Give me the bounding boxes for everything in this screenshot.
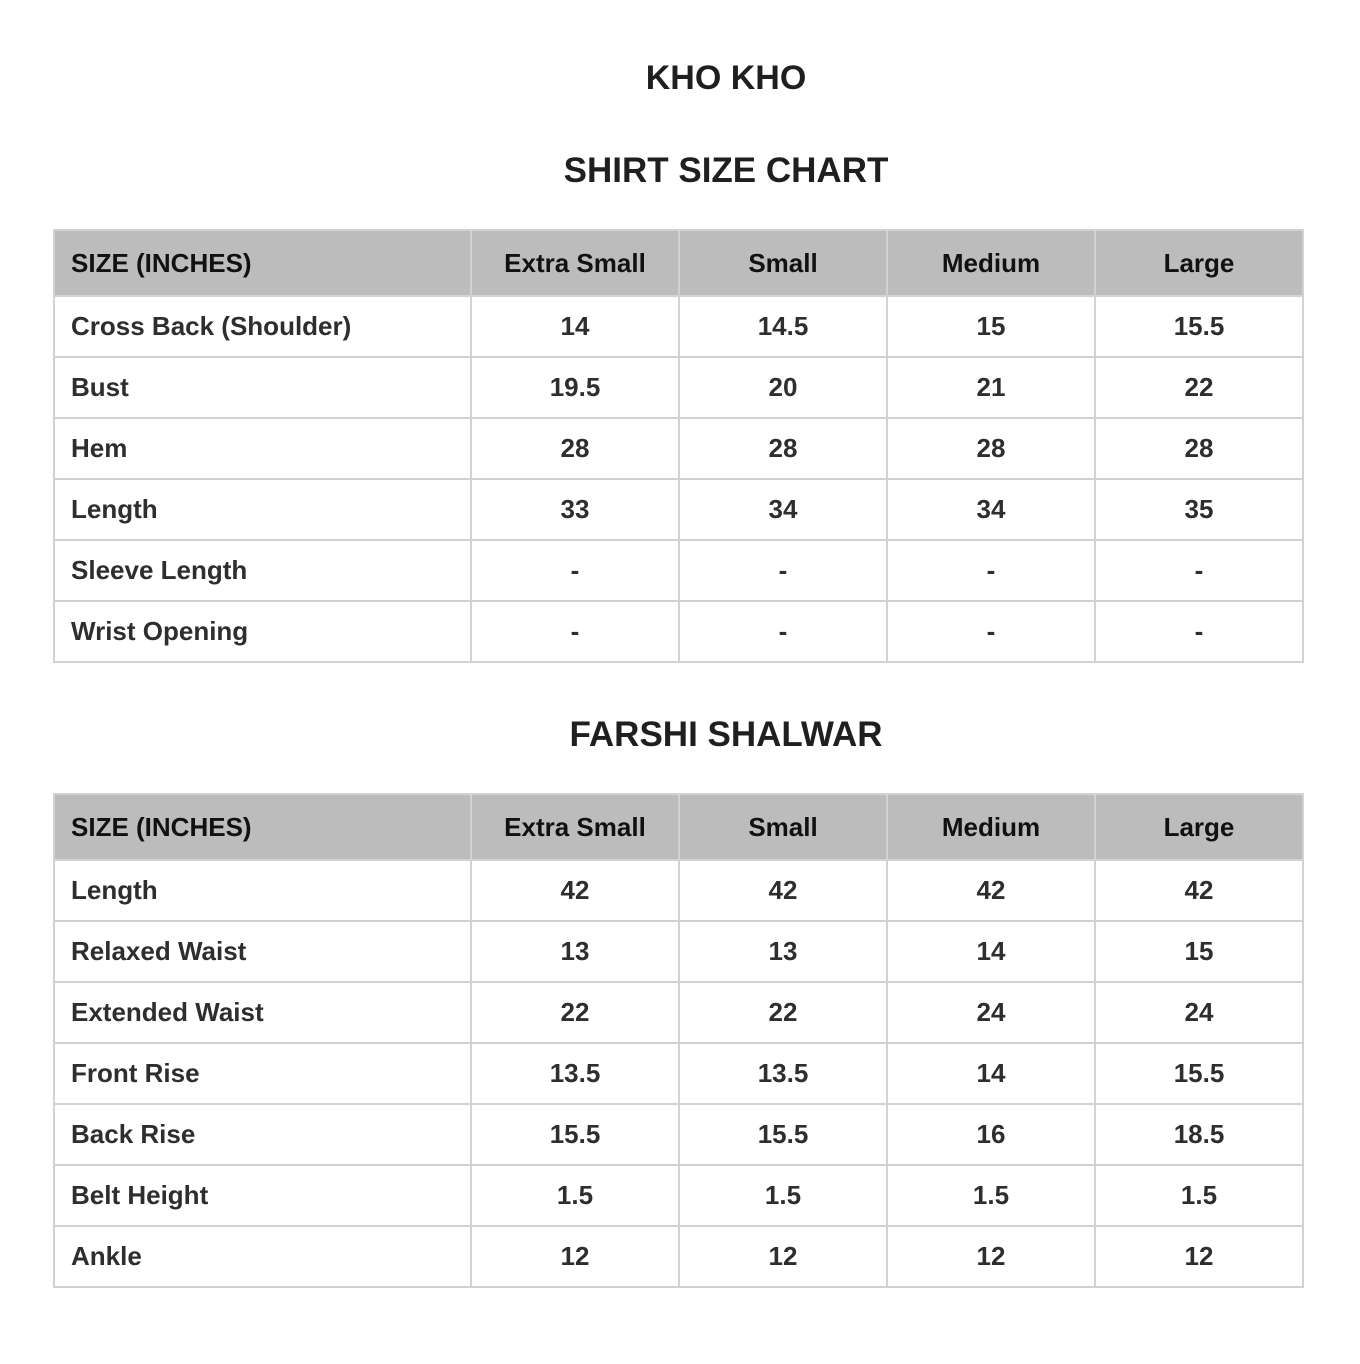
shirt-table-header (54, 230, 1303, 296)
measurement-value: 12 (679, 1226, 887, 1287)
measurement-value: - (679, 540, 887, 601)
column-header-small: Small (679, 230, 887, 296)
measurement-value: 24 (887, 982, 1095, 1043)
measurement-value: 15.5 (471, 1104, 679, 1165)
measurement-value: - (471, 540, 679, 601)
table-row (54, 540, 1303, 601)
table-row (54, 479, 1303, 540)
measurement-value: - (679, 601, 887, 662)
column-header-large: Large (1095, 230, 1303, 296)
measurement-value: 19.5 (471, 357, 679, 418)
measurement-label: Extended Waist (54, 982, 471, 1043)
measurement-value: 33 (471, 479, 679, 540)
measurement-label: Length (54, 860, 471, 921)
measurement-value: 28 (1095, 418, 1303, 479)
measurement-value: 21 (887, 357, 1095, 418)
measurement-value: 15.5 (679, 1104, 887, 1165)
table-row (54, 1104, 1303, 1165)
measurement-value: 22 (679, 982, 887, 1043)
table-row (54, 418, 1303, 479)
measurement-value: 12 (887, 1226, 1095, 1287)
measurement-value: 22 (1095, 357, 1303, 418)
measurement-label: Bust (54, 357, 471, 418)
table-row (54, 601, 1303, 662)
measurement-value: 28 (887, 418, 1095, 479)
column-header-large: Large (1095, 794, 1303, 860)
table-row (54, 1226, 1303, 1287)
measurement-value: 34 (679, 479, 887, 540)
measurement-value: 15.5 (1095, 296, 1303, 357)
table-row (54, 357, 1303, 418)
measurement-value: 1.5 (887, 1165, 1095, 1226)
measurement-label: Belt Height (54, 1165, 471, 1226)
measurement-value: 15 (1095, 921, 1303, 982)
header-row (54, 794, 1303, 860)
shirt-size-table (53, 229, 1304, 663)
measurement-value: 22 (471, 982, 679, 1043)
column-header-size: SIZE (INCHES) (54, 230, 471, 296)
table-row (54, 982, 1303, 1043)
measurement-value: 14.5 (679, 296, 887, 357)
column-header-extra-small: Extra Small (471, 230, 679, 296)
measurement-value: 28 (471, 418, 679, 479)
measurement-value: 42 (1095, 860, 1303, 921)
measurement-value: - (1095, 601, 1303, 662)
shirt-table-body (54, 296, 1303, 662)
measurement-value: 14 (887, 1043, 1095, 1104)
measurement-value: 13 (471, 921, 679, 982)
measurement-value: 15 (887, 296, 1095, 357)
column-header-size: SIZE (INCHES) (54, 794, 471, 860)
measurement-value: 42 (471, 860, 679, 921)
measurement-value: 16 (887, 1104, 1095, 1165)
measurement-value: 35 (1095, 479, 1303, 540)
column-header-small: Small (679, 794, 887, 860)
shalwar-size-table (53, 793, 1304, 1288)
brand-title: KHO KHO (645, 59, 807, 97)
column-header-medium: Medium (887, 794, 1095, 860)
measurement-label: Back Rise (54, 1104, 471, 1165)
measurement-value: 14 (471, 296, 679, 357)
farshi-shalwar-title: FARSHI SHALWAR (569, 715, 883, 754)
shalwar-table-body (54, 860, 1303, 1287)
table-row (54, 1165, 1303, 1226)
measurement-label: Cross Back (Shoulder) (54, 296, 471, 357)
measurement-label: Front Rise (54, 1043, 471, 1104)
measurement-value: 42 (679, 860, 887, 921)
measurement-value: - (887, 601, 1095, 662)
measurement-value: 12 (471, 1226, 679, 1287)
shirt-size-chart-title: SHIRT SIZE CHART (563, 151, 889, 190)
table-row (54, 921, 1303, 982)
measurement-value: 24 (1095, 982, 1303, 1043)
measurement-value: 13.5 (471, 1043, 679, 1104)
table-row (54, 860, 1303, 921)
measurement-value: - (1095, 540, 1303, 601)
measurement-label: Relaxed Waist (54, 921, 471, 982)
measurement-value: 15.5 (1095, 1043, 1303, 1104)
column-header-medium: Medium (887, 230, 1095, 296)
measurement-value: 1.5 (679, 1165, 887, 1226)
header-row (54, 230, 1303, 296)
measurement-value: 28 (679, 418, 887, 479)
measurement-label: Hem (54, 418, 471, 479)
measurement-value: 1.5 (471, 1165, 679, 1226)
measurement-value: - (887, 540, 1095, 601)
measurement-value: 12 (1095, 1226, 1303, 1287)
measurement-label: Wrist Opening (54, 601, 471, 662)
measurement-value: 18.5 (1095, 1104, 1303, 1165)
measurement-value: 13 (679, 921, 887, 982)
measurement-value: 14 (887, 921, 1095, 982)
measurement-label: Sleeve Length (54, 540, 471, 601)
measurement-value: 20 (679, 357, 887, 418)
measurement-value: 42 (887, 860, 1095, 921)
measurement-value: 1.5 (1095, 1165, 1303, 1226)
table-row (54, 1043, 1303, 1104)
measurement-value: 13.5 (679, 1043, 887, 1104)
measurement-label: Ankle (54, 1226, 471, 1287)
column-header-extra-small: Extra Small (471, 794, 679, 860)
table-row (54, 296, 1303, 357)
measurement-value: 34 (887, 479, 1095, 540)
measurement-label: Length (54, 479, 471, 540)
measurement-value: - (471, 601, 679, 662)
shalwar-table-header (54, 794, 1303, 860)
